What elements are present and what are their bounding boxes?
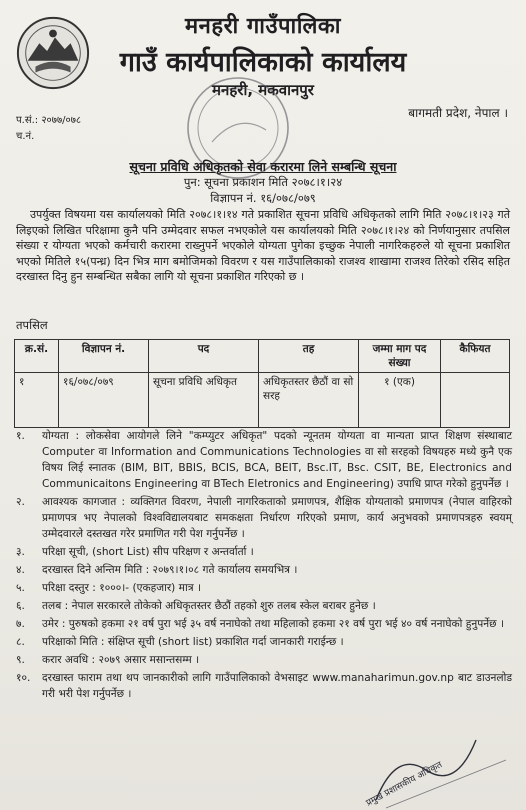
column-header: क्र.सं. (15, 340, 59, 373)
dispatch-number: च.नं. (16, 131, 35, 142)
column-header: कैफियत (441, 340, 510, 373)
column-header: तह (259, 340, 359, 373)
item-text: तलब : नेपाल सरकारले तोकेको अधिकृतस्तर छैठौं तहको शुरु तलब स्केल बराबर हुनेछ । (42, 600, 376, 612)
table-cell (441, 373, 510, 428)
item-text: परिक्षाको मिति : संक्षिप्त सूची (short list) प्रकाशित गर्दा जानकारी गराईन्छ । (42, 636, 344, 648)
list-item (16, 494, 512, 542)
item-text: करार अवधि : २०७९ असार मसान्तसम्म । (42, 654, 200, 666)
column-header: जम्मा माग पद संख्या (359, 340, 441, 373)
item-number: ३. (16, 546, 25, 558)
item-text: दरखास्त दिने अन्तिम मिति : २०७९।१।०८ गते कार्यालय समयभित्र । (42, 564, 298, 576)
province-label: बागमती प्रदेश, नेपाल । (408, 106, 508, 120)
item-number: ५. (16, 582, 25, 594)
reference-number: प.सं.: २०७७/०७८ (16, 115, 82, 126)
tapasil-label: तपसिल (16, 318, 48, 332)
republish-date: पुन: सूचना प्रकाशन मिति २०७८।१।२४ (183, 175, 343, 189)
column-header: विज्ञापन नं. (59, 340, 149, 373)
notice-title: सूचना प्रविधि अधिकृतको सेवा करारमा लिने सम्बन्धि सूचना (129, 159, 397, 174)
table-cell: १ (15, 373, 59, 428)
office-name: गाउँ कार्यपालिकाको कार्यालय (119, 47, 407, 78)
list-item (16, 580, 512, 596)
item-number: ७. (16, 618, 25, 630)
item-number: १०. (16, 672, 31, 684)
list-item (16, 670, 512, 702)
item-text: दरखास्त फाराम तथा थप जानकारीको लागि गाउँपालिकाको वेभसाइट www.manaharimun.gov.np बाट डाउनलोड गरी भरी पेश गर्नुपर्नेछ । (42, 672, 512, 700)
item-text: परिक्षा सूची, (short List) सीप परिक्षण र अन्तर्वार्ता । (42, 546, 254, 558)
notice-body: उपर्युक्त विषयमा यस कार्यालयको मिति २०७८।१।१४ गते प्रकाशित सूचना प्रविधि अधिकृतको लागि मिति २०७८।१।२३ गते लिइएको लिखित परिक्षामा कुनै पनि उम्मेदवार सफल नभएकोले यस कार्यालयको मिति २०७८।१।२४ को निर्णयानुसार तपसिल संख्या र योग्यता भएको कर्मचारी करारमा राख्नुपर्ने भएकोले योग्यता पुगेका इच्छुक नेपाली नागरिकहरुले यो सूचना प्रकाशित भएको मितिले १५(पन्ध्र) दिन भित्र माग बमोजिमको विवरण र यस गाउँपालिकाको राजश्व शाखामा राजश्व तिरेको रसिद सहित दरखास्त दिनु हुन सम्बन्धित सबैका लागि यो सूचना प्रकाशित गरिएको छ । (16, 208, 510, 284)
table-cell: १६/०७८/०७९ (59, 373, 149, 428)
list-item (16, 428, 512, 492)
table-cell: सूचना प्रविधि अधिकृत (149, 373, 259, 428)
list-item (16, 544, 512, 560)
list-item (16, 634, 512, 650)
vacancy-table (14, 339, 510, 428)
item-text: परिक्षा दस्तुर : १०००।- (एकहजार) मात्र । (42, 582, 201, 594)
signature-stamp (356, 720, 516, 810)
item-text: योग्यता : लोकसेवा आयोगले लिने "कम्प्युटर अधिकृत" पदको न्यूनतम योग्यता वा मान्यता प्राप्त शिक्षण संस्थाबाट Computer वा Information and Communications Technologies वा सो सरहको विषयहरु मध्ये कुनै एक विषय लिई स्नातक (BIM, BIT, BBIS, BCIS, BCA, BEIT, Bsc.IT, Bsc. CSIT, BE, Electronics and Communicaitons Engineering वा BTech Eletronics and Engineering) उपाधि प्राप्त गरेको हुनुपर्नेछ । (42, 430, 512, 490)
item-number: ४. (16, 564, 25, 576)
table-row (15, 373, 510, 428)
item-number: १. (16, 430, 25, 442)
conditions-list (16, 428, 512, 704)
item-number: ८. (16, 636, 25, 648)
column-header: पद (149, 340, 259, 373)
table-cell: १ (एक) (359, 373, 441, 428)
advertisement-number: विज्ञापन नं. १६/०७८/०७९ (210, 191, 316, 205)
item-number: २. (16, 496, 25, 508)
table-cell: अधिकृतस्तर छैठौं वा सो सरह (259, 373, 359, 428)
list-item (16, 616, 512, 632)
list-item (16, 598, 512, 614)
office-location: मनहरी, मकवानपुर (212, 81, 314, 99)
list-item (16, 652, 512, 668)
municipality-name: मनहरी गाउँपालिका (185, 14, 341, 39)
table-header-row (15, 340, 510, 373)
item-number: ६. (16, 600, 25, 612)
item-text: आवश्यक कागजात : व्यक्तिगत विवरण, नेपाली नागरिकताको प्रमाणपत्र, शैक्षिक योग्यताको प्रमाणपत्र (नेपाल वाहिरको प्रमाणपत्र भए नेपालको विश्वविद्यालयबाट समकक्षता निर्धारण गरिएको प्रमाण, कार्य अनुभवको प्रमाणपत्रहरु स्वयम् उम्मेदवारले दस्तखत गरेर प्रमाणित गरी पेश गर्नुपर्नेछ । (42, 496, 512, 540)
item-text: उमेर : पुरुषको हकमा २१ वर्ष पुरा भई ३५ वर्ष ननाघेको तथा महिलाको हकमा २१ वर्ष पुरा भई ४० वर्ष ननाघेको हुनुपर्नेछ । (42, 618, 504, 630)
item-number: ९. (16, 654, 25, 666)
list-item (16, 562, 512, 578)
signature-title: प्रमुख प्रशासकीय अधिकृत (364, 760, 445, 809)
